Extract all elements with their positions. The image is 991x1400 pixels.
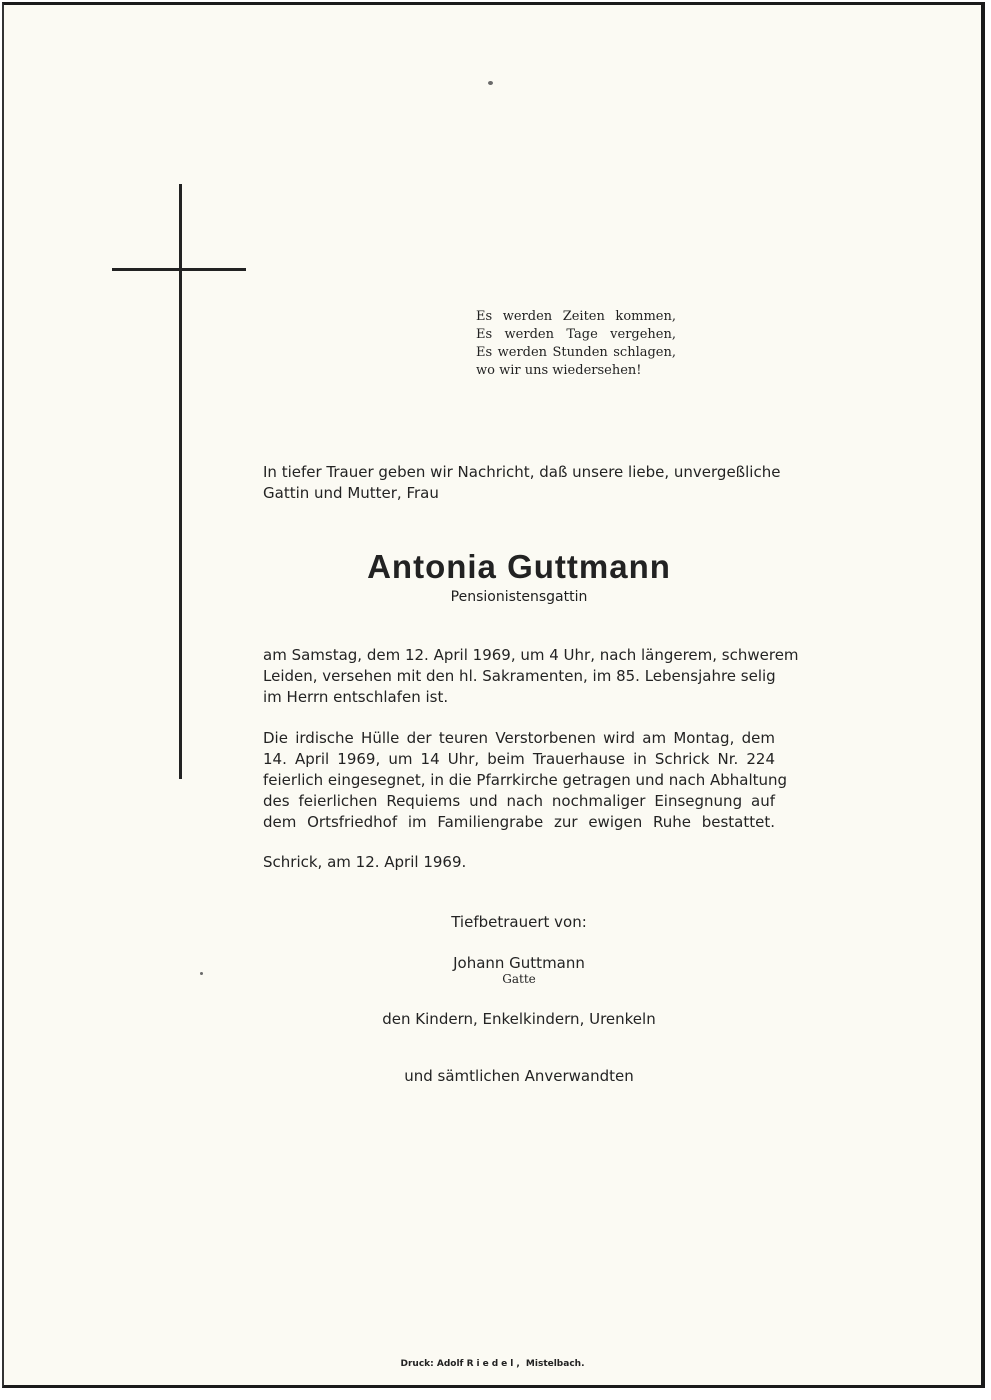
poem-line: Es werden Stunden schlagen,: [476, 345, 676, 360]
mourners-relatives: und sämtlichen Anverwandten: [404, 1067, 634, 1085]
spouse-name: Johann Guttmann: [453, 954, 585, 972]
cross-icon-bar: [112, 268, 246, 271]
intro-line: In tiefer Trauer geben wir Nachricht, daß unsere liebe, unvergeßliche: [263, 463, 781, 481]
poem-line: Es werden Tage vergehen,: [476, 327, 676, 342]
funeral-line: dem Ortsfriedhof im Familiengrabe zur ewigen Ruhe bestattet.: [263, 813, 775, 831]
paper-speck: [200, 972, 203, 975]
funeral-line: des feierlichen Requiems und nach nochmaliger Einsegnung auf: [263, 792, 775, 810]
printer-imprint: [4, 1358, 981, 1370]
poem-line: wo wir uns wiedersehen!: [476, 363, 642, 378]
poem-verse: [476, 308, 676, 380]
death-line: im Herrn entschlafen ist.: [263, 688, 449, 706]
mourners-heading: Tiefbetrauert von:: [451, 913, 587, 931]
funeral-line: feierlich eingesegnet, in die Pfarrkirche getragen und nach Abhaltung: [263, 771, 788, 789]
printer-prefix: Druck: Adolf: [400, 1359, 464, 1369]
cross-icon: [179, 184, 182, 779]
death-line: Leiden, versehen mit den hl. Sakramenten, im 85. Lebensjahre selig: [263, 667, 776, 685]
paper-speck: [488, 81, 493, 85]
parte-sheet: [2, 2, 985, 1388]
deceased-name: Antonia Guttmann: [367, 548, 671, 585]
intro-paragraph: [263, 462, 781, 504]
death-line: am Samstag, dem 12. April 1969, um 4 Uhr, nach längerem, schwerem: [263, 646, 799, 664]
printer-city: Mistelbach.: [525, 1359, 585, 1369]
intro-line: Gattin und Mutter, Frau: [263, 484, 439, 502]
deceased-occupation: Pensionistensgattin: [450, 589, 588, 605]
funeral-paragraph: [263, 728, 788, 833]
poem-line: Es werden Zeiten kommen,: [476, 309, 676, 324]
spouse-role: Gatte: [502, 972, 536, 986]
printer-name: Riedel,: [466, 1359, 523, 1369]
place-date: Schrick, am 12. April 1969.: [263, 853, 467, 871]
mourners-children: den Kindern, Enkelkindern, Urenkeln: [382, 1010, 656, 1028]
funeral-line: Die irdische Hülle der teuren Verstorbenen wird am Montag, dem: [263, 729, 775, 747]
funeral-line: 14. April 1969, um 14 Uhr, beim Trauerhause in Schrick Nr. 224: [263, 750, 775, 768]
death-paragraph: [263, 645, 799, 708]
